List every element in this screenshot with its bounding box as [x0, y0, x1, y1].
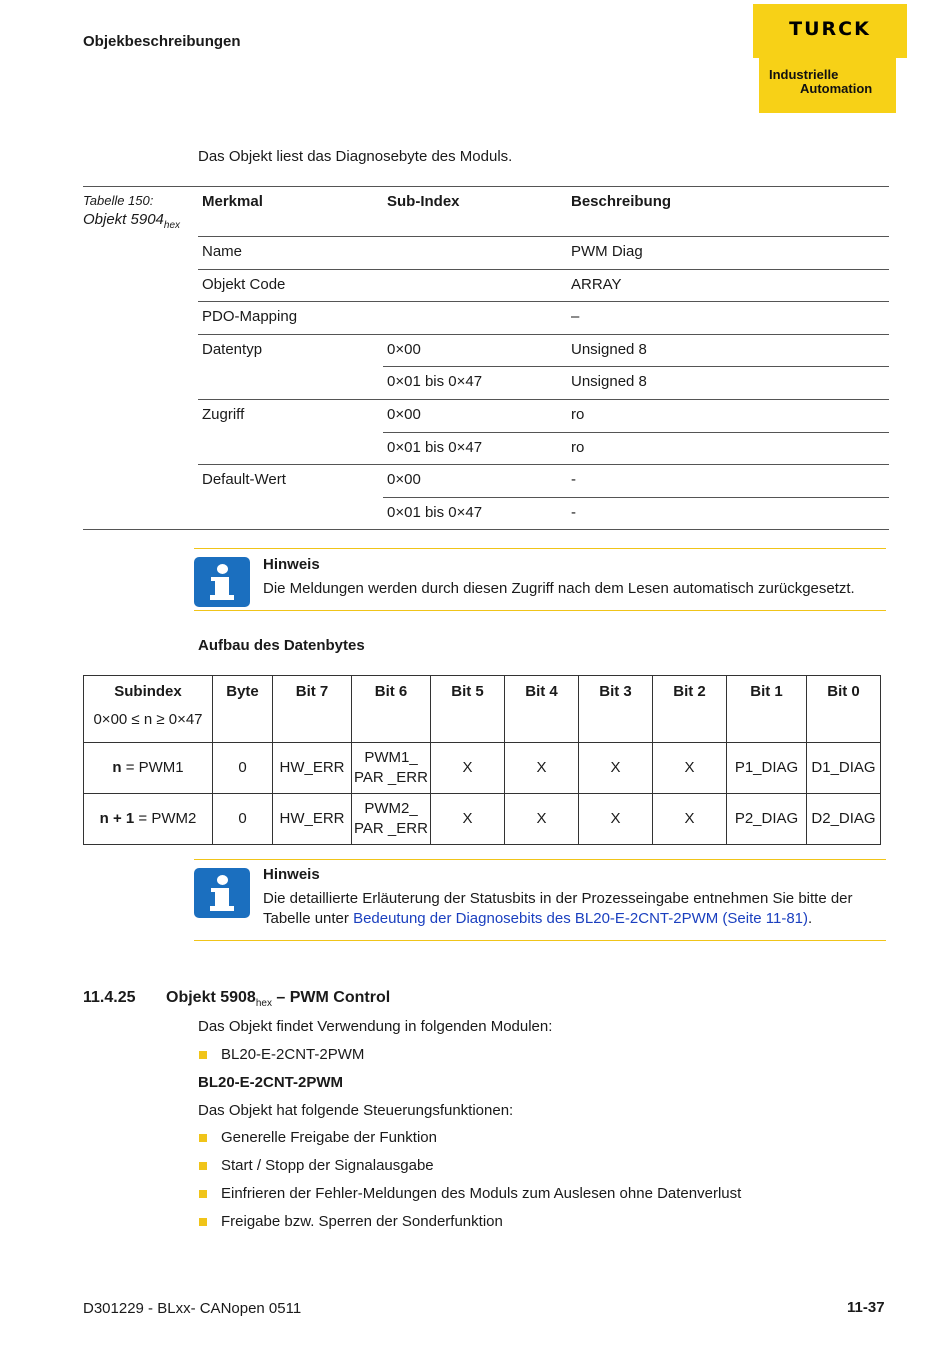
table-header-beschreibung: Beschreibung — [571, 193, 672, 210]
table-cell: - — [571, 471, 576, 488]
bits-header: Bit 5 — [431, 676, 505, 743]
bit-cell: D1_DIAG — [807, 743, 881, 794]
note-bottom-rule — [194, 940, 886, 941]
note-text: Die Meldungen werden durch diesen Zugriff nach dem Lesen automatisch zurückgesetzt. — [263, 580, 855, 597]
note-top-rule — [194, 859, 886, 860]
section-title — [166, 989, 390, 1009]
bit-cell: X — [431, 743, 505, 794]
bullet-icon — [199, 1190, 207, 1198]
bit-cell: 0 — [213, 743, 273, 794]
bit6-line1: PWM2_ — [364, 800, 418, 817]
table-rule — [383, 366, 889, 367]
table-header-merkmal: Merkmal — [202, 193, 263, 210]
bit6-line2: PAR _ERR — [354, 820, 428, 837]
table-rule — [198, 464, 889, 465]
table-rule — [383, 497, 889, 498]
module-item: BL20-E-2CNT-2PWM — [221, 1046, 365, 1063]
table-cell: Unsigned 8 — [571, 373, 647, 390]
note-text-prefix: Tabelle unter — [263, 910, 354, 927]
table-cell: Datentyp — [202, 341, 263, 358]
row-label-var: n — [112, 759, 122, 776]
table-top-rule — [83, 186, 889, 187]
table-rule — [198, 334, 889, 335]
function-item: Start / Stopp der Signalausgabe — [221, 1157, 434, 1174]
bullet-icon — [199, 1218, 207, 1226]
table-cell: PDO-Mapping — [202, 308, 298, 325]
bits-header-subindex — [84, 676, 213, 743]
bullet-icon — [199, 1134, 207, 1142]
section-title-rest: – PWM Control — [271, 989, 391, 1006]
caption-object: Objekt 5904 — [83, 211, 164, 228]
bits-header: Bit 6 — [352, 676, 431, 743]
bits-header: Bit 7 — [273, 676, 352, 743]
bit-cell: P1_DIAG — [727, 743, 807, 794]
row-label — [84, 794, 213, 845]
bit-cell: HW_ERR — [273, 794, 352, 845]
table-cell: Unsigned 8 — [571, 341, 647, 358]
table-row — [84, 794, 881, 845]
table-cell: Objekt Code — [202, 276, 286, 293]
table-cell: 0×01 bis 0×47 — [387, 439, 483, 456]
table-bottom-rule — [83, 529, 889, 530]
table-header-subindex: Sub-Index — [387, 193, 460, 210]
row-label-var: n + 1 — [99, 810, 135, 827]
bit-cell: X — [579, 794, 653, 845]
bits-header: Bit 2 — [653, 676, 727, 743]
page-number: 11-37 — [847, 1299, 885, 1316]
function-item: Freigabe bzw. Sperren der Sonderfunktion — [221, 1213, 503, 1230]
cross-reference-link[interactable]: Bedeutung der Diagnosebits des BL20-E-2CNT-2PWM (Seite 11-81) — [353, 910, 809, 927]
table-caption-object — [83, 211, 180, 231]
info-icon — [194, 868, 250, 918]
table-cell: ro — [571, 439, 585, 456]
bit-cell — [352, 794, 431, 845]
table-caption-label: Tabelle 150: — [83, 193, 154, 208]
running-header: Objekbeschreibungen — [83, 33, 241, 50]
turck-logo: TURCK — [789, 18, 871, 40]
table-cell: ro — [571, 406, 585, 423]
table-rule — [198, 269, 889, 270]
table-cell: 0×00 — [387, 341, 421, 358]
note-text-line2 — [263, 910, 812, 927]
functions-intro: Das Objekt hat folgende Steuerungsfunktionen: — [198, 1102, 514, 1119]
subindex-range: 0×00 ≤ n ≥ 0×47 — [93, 711, 203, 728]
bits-header: Bit 3 — [579, 676, 653, 743]
bit-cell: D2_DIAG — [807, 794, 881, 845]
bit-cell: 0 — [213, 794, 273, 845]
bullet-icon — [199, 1162, 207, 1170]
function-item: Generelle Freigabe der Funktion — [221, 1129, 437, 1146]
table-row — [84, 743, 881, 794]
bit6-line1: PWM1_ — [364, 749, 418, 766]
table-cell: ARRAY — [571, 276, 622, 293]
bit-cell: X — [579, 743, 653, 794]
footer-document-id: D301229 - BLxx- CANopen 0511 — [83, 1300, 302, 1317]
table-cell: 0×00 — [387, 406, 421, 423]
note-text-line1: Die detaillierte Erläuterung der Statusbits in der Prozesseingabe entnehmen Sie bitte der — [263, 890, 853, 907]
note-title: Hinweis — [263, 866, 320, 883]
databytes-table — [83, 675, 881, 845]
intro-text: Das Objekt liest das Diagnosebyte des Moduls. — [198, 148, 513, 165]
table-cell: PWM Diag — [571, 243, 643, 260]
bit6-line2: PAR _ERR — [354, 769, 428, 786]
section-number: 11.4.25 — [83, 989, 136, 1006]
note-text-suffix: . — [808, 910, 813, 927]
table-cell: Name — [202, 243, 243, 260]
table-rule — [198, 301, 889, 302]
row-label — [84, 743, 213, 794]
bit-cell: X — [653, 743, 727, 794]
row-label-rest: = PWM1 — [121, 759, 184, 776]
row-label-rest: = PWM2 — [134, 810, 197, 827]
logo-tagline-2: Automation — [800, 81, 873, 96]
table-cell: Zugriff — [202, 406, 245, 423]
bit-cell: X — [505, 743, 579, 794]
table-cell: 0×01 bis 0×47 — [387, 504, 483, 521]
bit-cell: X — [431, 794, 505, 845]
bits-header: Bit 4 — [505, 676, 579, 743]
usage-intro: Das Objekt findet Verwendung in folgenden Modulen: — [198, 1018, 553, 1035]
bit-cell: P2_DIAG — [727, 794, 807, 845]
table-cell: - — [571, 504, 576, 521]
note-top-rule — [194, 548, 886, 549]
bits-header: Bit 0 — [807, 676, 881, 743]
table-cell: Default-Wert — [202, 471, 286, 488]
bits-header: Bit 1 — [727, 676, 807, 743]
table-rule — [383, 432, 889, 433]
note-title: Hinweis — [263, 556, 320, 573]
section-title-sub: hex — [255, 998, 272, 1010]
function-item: Einfrieren der Fehler-Meldungen des Moduls zum Auslesen ohne Datenverlust — [221, 1185, 742, 1202]
table-cell: 0×00 — [387, 471, 421, 488]
bullet-icon — [199, 1051, 207, 1059]
module-heading: BL20-E-2CNT-2PWM — [198, 1074, 344, 1091]
databytes-heading: Aufbau des Datenbytes — [198, 637, 365, 654]
logo-tagline-1: Industrielle — [769, 67, 839, 82]
note-bottom-rule — [194, 610, 886, 611]
table-rule — [198, 236, 889, 237]
bit-cell: X — [653, 794, 727, 845]
caption-sub: hex — [163, 220, 181, 231]
table-cell: 0×01 bis 0×47 — [387, 373, 483, 390]
table-cell: – — [571, 308, 580, 325]
bit-cell — [352, 743, 431, 794]
bit-cell: HW_ERR — [273, 743, 352, 794]
subindex-label: Subindex — [114, 683, 182, 700]
bits-header: Byte — [213, 676, 273, 743]
info-icon — [194, 557, 250, 607]
section-title-main: Objekt 5908 — [166, 989, 256, 1006]
bit-cell: X — [505, 794, 579, 845]
table-rule — [198, 399, 889, 400]
